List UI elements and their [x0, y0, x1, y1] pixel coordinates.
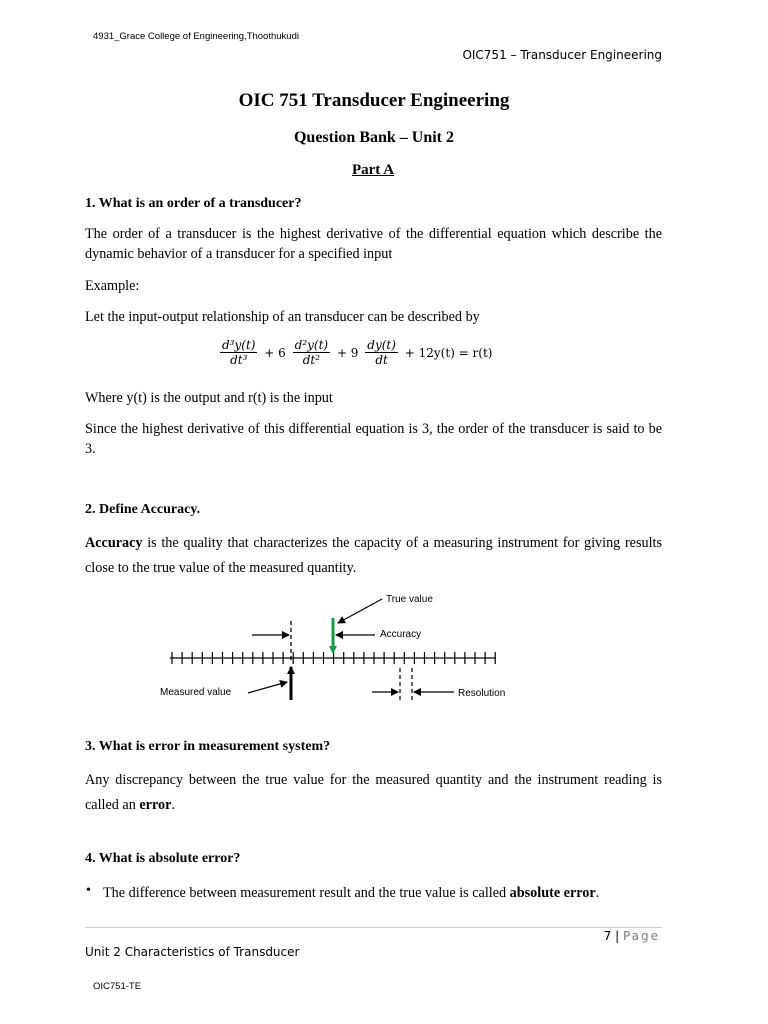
equation-term-2: $\frac{\text{d²y(t)}}{\text{dt²}}$ [294, 338, 329, 367]
question-4: 4. What is absolute error? [85, 851, 241, 866]
equation-where: Where y(t) is the output and r(t) is the input [85, 390, 333, 406]
page-number: 7 | Page [603, 929, 660, 943]
question-2: 2. Define Accuracy. [85, 502, 201, 517]
question-1: 1. What is an order of a transducer? [85, 196, 302, 211]
footer-divider [85, 927, 662, 928]
footer-unit: Unit 2 Characteristics of Transducer [85, 945, 300, 959]
equation-term-1: $\frac{\text{d³y(t)}}{\text{dt³}}$ [222, 338, 256, 367]
equation-intro: Let the input-output relationship of an transducer can be described by [85, 309, 480, 325]
true-value-label: True value [386, 594, 433, 605]
measured-value-pointer [248, 682, 287, 693]
course-header: OIC751 – Transducer Engineering [462, 48, 662, 62]
resolution-label: Resolution [458, 688, 506, 699]
answer-1-conclusion: Since the highest derivative of this differential equation is 3, the order of the transducer is said to be 3. [85, 421, 662, 457]
page-title: OIC 751 Transducer Engineering [238, 90, 510, 111]
accuracy-label: Accuracy [380, 629, 422, 640]
part-heading: Part A [351, 162, 395, 178]
page-subtitle: Question Bank – Unit 2 [293, 129, 455, 146]
error-term: error [139, 797, 172, 813]
question-3: 3. What is error in measurement system? [85, 739, 331, 754]
true-value-pointer [338, 599, 382, 623]
institution-header: 4931_Grace College of Engineering,Thoothukudi [93, 31, 299, 42]
accuracy-term: Accuracy [85, 535, 143, 551]
answer-3: Any discrepancy between the true value for the measured quantity and the instrument reading is called an error. [85, 772, 662, 813]
absolute-error-term: absolute error [509, 885, 596, 901]
measured-value-label: Measured value [160, 687, 232, 698]
answer-4: The difference between measurement result and the true value is called absolute error. [103, 885, 600, 901]
footer-code: OIC751-TE [93, 981, 142, 992]
answer-1: The order of a transducer is the highest derivative of the differential equation which describe the dynamic behavior of a transducer for a specified input [85, 226, 662, 262]
differential-equation: $\frac{\text{d³y(t)}}{\text{dt³}}$ + 6 $\frac{\text{d²y(t)}}{\text{dt²}}$ + 9 $\frac{dy(t)}{dt}$ + 12y(t) = r(t) [222, 338, 493, 367]
answer-2: Accuracy is the quality that characterizes the capacity of a measuring instrument for giving results close to the true value of the measured quantity. [85, 535, 662, 576]
accuracy-figure [150, 585, 530, 710]
example-label: Example: [85, 278, 140, 294]
bullet-icon: • [86, 883, 91, 898]
equation-term-3: $\frac{dy(t)}{dt}$ [367, 338, 396, 367]
